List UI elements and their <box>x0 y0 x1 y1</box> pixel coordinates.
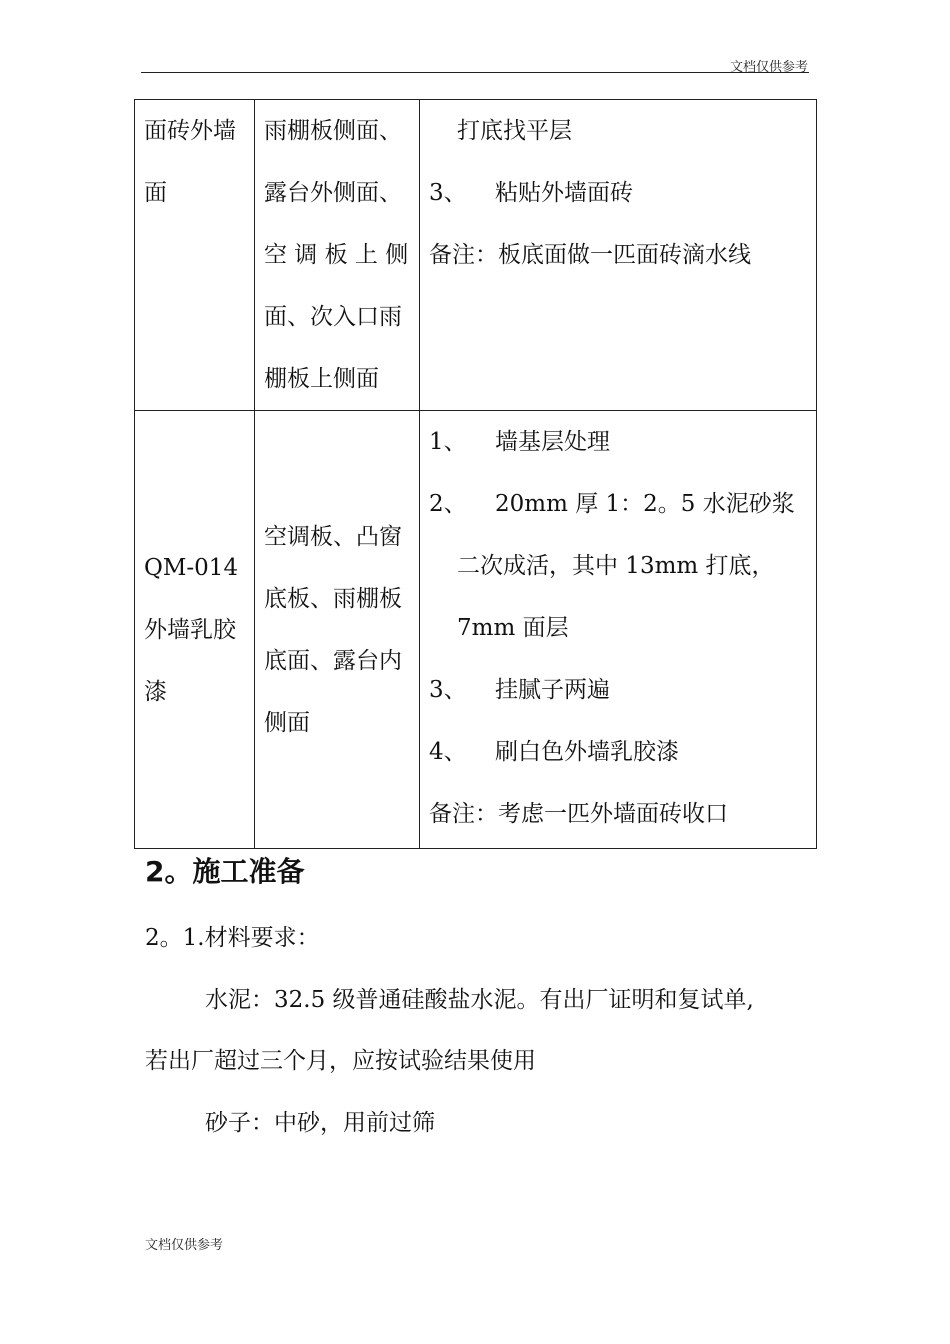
procedure-note: 备注：考虑一匹外墙面砖收口 <box>429 801 728 827</box>
location-line: 棚板上侧面 <box>264 366 379 392</box>
location-line: 空 调 板 上 侧 <box>264 242 409 268</box>
location-cell <box>255 411 420 849</box>
location-cell <box>255 100 420 411</box>
location-line: 底面、露台内 <box>264 647 402 674</box>
location-line: 面、次入口雨 <box>264 304 402 330</box>
finish-name-line: 外墙乳胶 <box>144 616 236 643</box>
location-line: 露台外侧面、 <box>264 180 402 206</box>
finish-name-line: 面砖外墙 <box>144 118 236 144</box>
header-divider <box>141 72 809 73</box>
paragraph-line: 水泥：32.5 级普通硅酸盐水泥。有出厂证明和复试单, <box>205 987 754 1013</box>
finish-name-line: 面 <box>144 180 167 206</box>
location-line: 空调板、凸窗 <box>264 523 402 550</box>
procedure-step: 3、 粘贴外墙面砖 <box>429 180 633 206</box>
finish-name-cell <box>135 100 255 411</box>
paragraph-line: 砂子：中砂，用前过筛 <box>205 1110 435 1136</box>
header-note: 文档仅供参考 <box>729 60 808 75</box>
finish-name-line: QM-014 <box>144 554 239 581</box>
finish-name-cell <box>135 411 255 849</box>
procedure-cell <box>420 411 817 849</box>
procedure-step: 2、 20mm 厚 1：2。5 水泥砂浆 <box>429 491 795 517</box>
location-line: 底板、雨棚板 <box>264 585 402 612</box>
section-title: 2。施工准备 <box>145 855 305 888</box>
location-line: 雨棚板侧面、 <box>264 118 402 144</box>
subsection-title: 2。1.材料要求： <box>145 925 320 951</box>
footer-note: 文档仅供参考 <box>145 1238 224 1253</box>
table-row <box>135 100 817 411</box>
procedure-cell <box>420 100 817 411</box>
procedure-step-continued: 7mm 面层 <box>457 615 569 641</box>
table-row <box>135 411 817 849</box>
paragraph-line: 若出厂超过三个月，应按试验结果使用 <box>145 1048 536 1074</box>
procedure-step-continued: 二次成活，其中 13mm 打底， <box>457 553 775 579</box>
location-line: 侧面 <box>264 709 310 736</box>
procedure-step: 3、 挂腻子两遍 <box>429 677 610 703</box>
procedure-step: 打底找平层 <box>457 118 572 144</box>
procedure-note: 备注：板底面做一匹面砖滴水线 <box>429 242 751 268</box>
spec-table <box>134 99 817 849</box>
procedure-step: 1、 墙基层处理 <box>429 429 610 455</box>
procedure-step: 4、 刷白色外墙乳胶漆 <box>429 739 679 765</box>
finish-name-line: 漆 <box>144 678 167 705</box>
